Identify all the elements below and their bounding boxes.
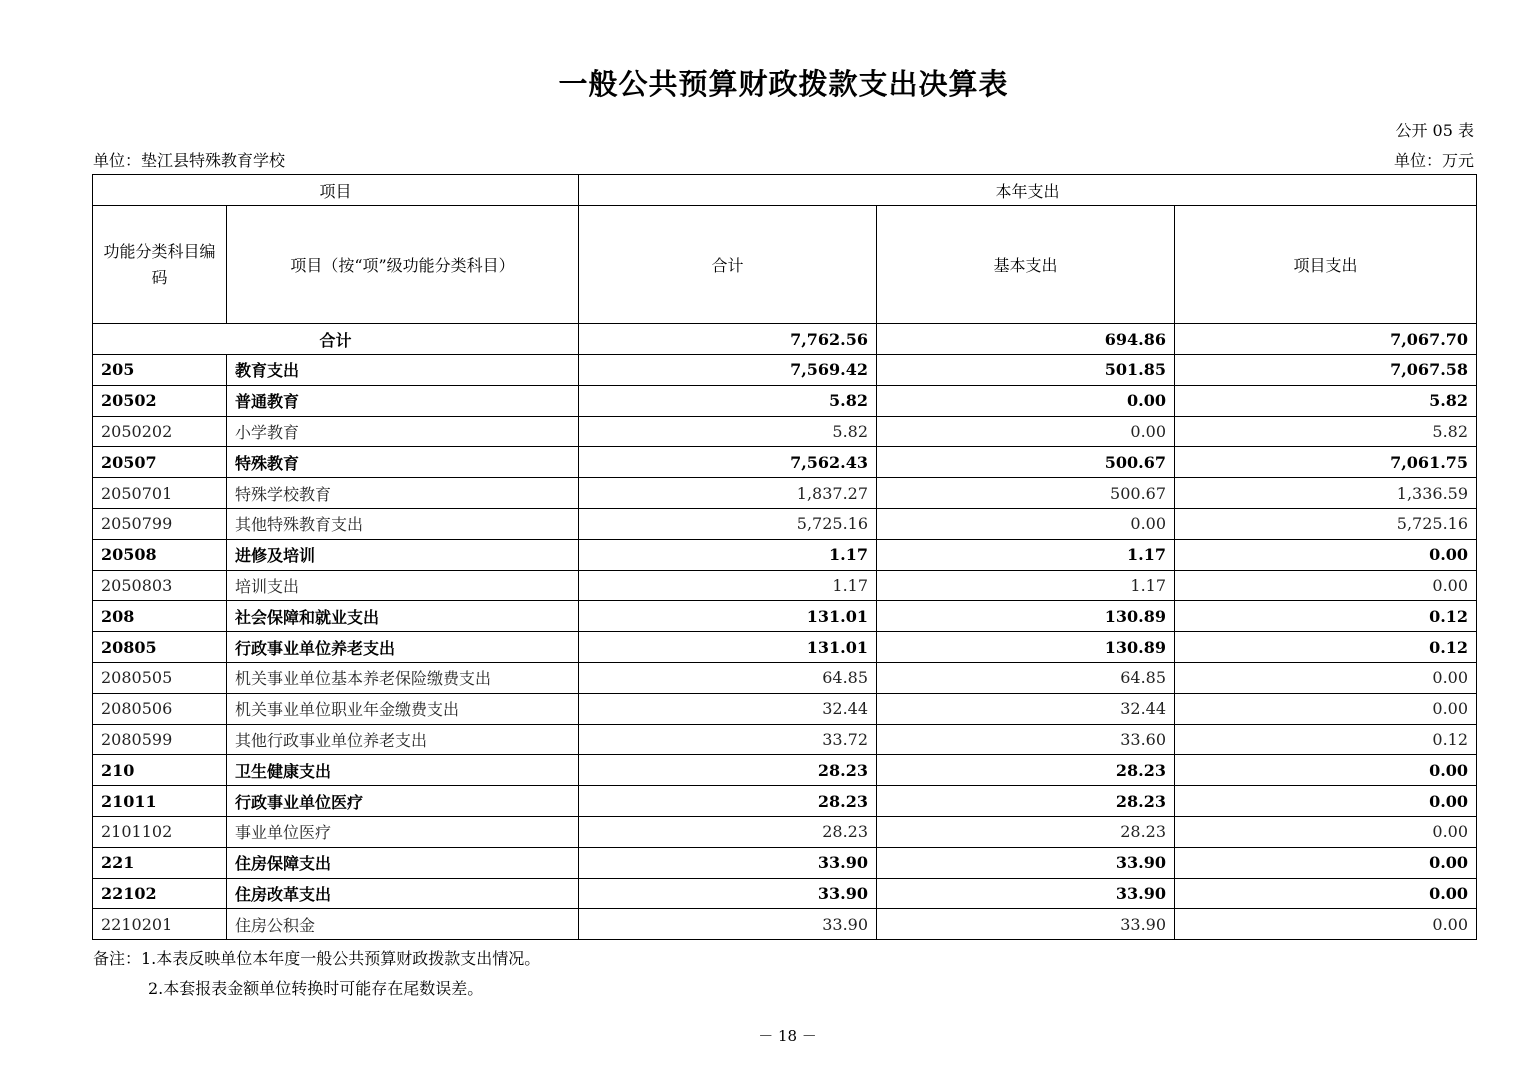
total-label: 合计 xyxy=(93,324,579,355)
row-project: 7,067.58 xyxy=(1175,355,1477,386)
row-code: 208 xyxy=(93,601,227,632)
row-code: 210 xyxy=(93,755,227,786)
budget-table xyxy=(92,174,1477,940)
row-name: 住房保障支出 xyxy=(227,847,579,878)
header-total: 合计 xyxy=(579,206,877,324)
row-total: 131.01 xyxy=(579,601,877,632)
header-row-1 xyxy=(93,175,1477,206)
table-row xyxy=(93,478,1477,509)
notes xyxy=(93,944,540,1004)
row-project: 7,061.75 xyxy=(1175,447,1477,478)
table-row xyxy=(93,724,1477,755)
table-row xyxy=(93,416,1477,447)
row-total: 28.23 xyxy=(579,755,877,786)
row-total: 131.01 xyxy=(579,632,877,663)
table-row xyxy=(93,355,1477,386)
row-total: 5,725.16 xyxy=(579,508,877,539)
table-row xyxy=(93,662,1477,693)
row-name: 教育支出 xyxy=(227,355,579,386)
total-basic: 694.86 xyxy=(877,324,1175,355)
row-name: 其他行政事业单位养老支出 xyxy=(227,724,579,755)
row-total: 5.82 xyxy=(579,416,877,447)
row-name: 培训支出 xyxy=(227,570,579,601)
row-name: 小学教育 xyxy=(227,416,579,447)
row-basic: 28.23 xyxy=(877,816,1175,847)
row-project: 0.00 xyxy=(1175,539,1477,570)
row-project: 0.12 xyxy=(1175,601,1477,632)
table-row xyxy=(93,847,1477,878)
row-project: 0.00 xyxy=(1175,847,1477,878)
row-basic: 1.17 xyxy=(877,570,1175,601)
row-project: 0.00 xyxy=(1175,816,1477,847)
organization-unit: 单位：垫江县特殊教育学校 xyxy=(93,151,286,170)
row-basic: 500.67 xyxy=(877,447,1175,478)
row-basic: 33.60 xyxy=(877,724,1175,755)
row-basic: 64.85 xyxy=(877,662,1175,693)
row-total: 1.17 xyxy=(579,539,877,570)
row-name: 进修及培训 xyxy=(227,539,579,570)
row-total: 7,562.43 xyxy=(579,447,877,478)
row-code: 221 xyxy=(93,847,227,878)
row-basic: 32.44 xyxy=(877,693,1175,724)
row-total: 1.17 xyxy=(579,570,877,601)
row-basic: 1.17 xyxy=(877,539,1175,570)
row-name: 行政事业单位养老支出 xyxy=(227,632,579,663)
row-code: 2101102 xyxy=(93,816,227,847)
page-number: － 18 － xyxy=(758,1027,817,1045)
row-total: 28.23 xyxy=(579,816,877,847)
row-total: 32.44 xyxy=(579,693,877,724)
row-name: 行政事业单位医疗 xyxy=(227,786,579,817)
row-project: 0.00 xyxy=(1175,662,1477,693)
table-row xyxy=(93,385,1477,416)
row-total: 5.82 xyxy=(579,385,877,416)
row-total: 33.90 xyxy=(579,878,877,909)
row-code: 22102 xyxy=(93,878,227,909)
row-project: 0.00 xyxy=(1175,878,1477,909)
note-1: 备注：1.本表反映单位本年度一般公共预算财政拨款支出情况。 xyxy=(93,949,541,968)
row-code: 20507 xyxy=(93,447,227,478)
table-row xyxy=(93,601,1477,632)
form-number: 公开 05 表 xyxy=(1395,121,1474,140)
page-title: 一般公共预算财政拨款支出决算表 xyxy=(558,67,1009,101)
header-item-name: 项目（按“项”级功能分类科目） xyxy=(227,206,579,324)
row-name: 卫生健康支出 xyxy=(227,755,579,786)
row-code: 2050202 xyxy=(93,416,227,447)
row-name: 特殊学校教育 xyxy=(227,478,579,509)
row-total: 7,569.42 xyxy=(579,355,877,386)
row-basic: 501.85 xyxy=(877,355,1175,386)
row-code: 2080505 xyxy=(93,662,227,693)
row-project: 0.12 xyxy=(1175,632,1477,663)
row-code: 20805 xyxy=(93,632,227,663)
header-row-2 xyxy=(93,206,1477,324)
row-name: 普通教育 xyxy=(227,385,579,416)
row-name: 机关事业单位基本养老保险缴费支出 xyxy=(227,662,579,693)
table-row xyxy=(93,755,1477,786)
header-basic: 基本支出 xyxy=(877,206,1175,324)
total-amount: 7,762.56 xyxy=(579,324,877,355)
table-row xyxy=(93,909,1477,940)
table-row xyxy=(93,693,1477,724)
table-row xyxy=(93,570,1477,601)
row-total: 33.72 xyxy=(579,724,877,755)
row-basic: 500.67 xyxy=(877,478,1175,509)
row-code: 2050799 xyxy=(93,508,227,539)
header-project: 项目支出 xyxy=(1175,206,1477,324)
row-project: 5.82 xyxy=(1175,416,1477,447)
row-project: 0.00 xyxy=(1175,570,1477,601)
row-total: 64.85 xyxy=(579,662,877,693)
row-basic: 130.89 xyxy=(877,601,1175,632)
row-basic: 28.23 xyxy=(877,755,1175,786)
row-code: 2080506 xyxy=(93,693,227,724)
row-name: 住房改革支出 xyxy=(227,878,579,909)
currency-unit: 单位：万元 xyxy=(1393,151,1474,170)
row-code: 2050803 xyxy=(93,570,227,601)
row-total: 28.23 xyxy=(579,786,877,817)
table-row xyxy=(93,816,1477,847)
row-name: 机关事业单位职业年金缴费支出 xyxy=(227,693,579,724)
header-current-year: 本年支出 xyxy=(579,175,1477,206)
row-project: 0.00 xyxy=(1175,755,1477,786)
table-row xyxy=(93,539,1477,570)
row-name: 其他特殊教育支出 xyxy=(227,508,579,539)
row-basic: 0.00 xyxy=(877,385,1175,416)
header-code: 功能分类科目编码 xyxy=(93,206,227,324)
row-basic: 33.90 xyxy=(877,847,1175,878)
row-code: 205 xyxy=(93,355,227,386)
row-code: 20502 xyxy=(93,385,227,416)
row-basic: 0.00 xyxy=(877,508,1175,539)
table-row xyxy=(93,786,1477,817)
header-item: 项目 xyxy=(93,175,579,206)
row-project: 5.82 xyxy=(1175,385,1477,416)
row-total: 33.90 xyxy=(579,909,877,940)
row-project: 0.00 xyxy=(1175,786,1477,817)
row-basic: 33.90 xyxy=(877,878,1175,909)
row-basic: 0.00 xyxy=(877,416,1175,447)
row-name: 特殊教育 xyxy=(227,447,579,478)
row-total: 1,837.27 xyxy=(579,478,877,509)
total-row xyxy=(93,324,1477,355)
row-project: 0.00 xyxy=(1175,909,1477,940)
table-row xyxy=(93,508,1477,539)
row-name: 社会保障和就业支出 xyxy=(227,601,579,632)
table-row xyxy=(93,447,1477,478)
row-project: 5,725.16 xyxy=(1175,508,1477,539)
row-code: 2050701 xyxy=(93,478,227,509)
row-project: 0.12 xyxy=(1175,724,1477,755)
row-code: 2210201 xyxy=(93,909,227,940)
row-code: 20508 xyxy=(93,539,227,570)
table-row xyxy=(93,632,1477,663)
row-name: 事业单位医疗 xyxy=(227,816,579,847)
row-project: 1,336.59 xyxy=(1175,478,1477,509)
table-row xyxy=(93,878,1477,909)
row-code: 21011 xyxy=(93,786,227,817)
total-project: 7,067.70 xyxy=(1175,324,1477,355)
row-total: 33.90 xyxy=(579,847,877,878)
row-name: 住房公积金 xyxy=(227,909,579,940)
row-project: 0.00 xyxy=(1175,693,1477,724)
row-code: 2080599 xyxy=(93,724,227,755)
row-basic: 28.23 xyxy=(877,786,1175,817)
row-basic: 130.89 xyxy=(877,632,1175,663)
note-2: 2.本套报表金额单位转换时可能存在尾数误差。 xyxy=(148,979,484,998)
row-basic: 33.90 xyxy=(877,909,1175,940)
